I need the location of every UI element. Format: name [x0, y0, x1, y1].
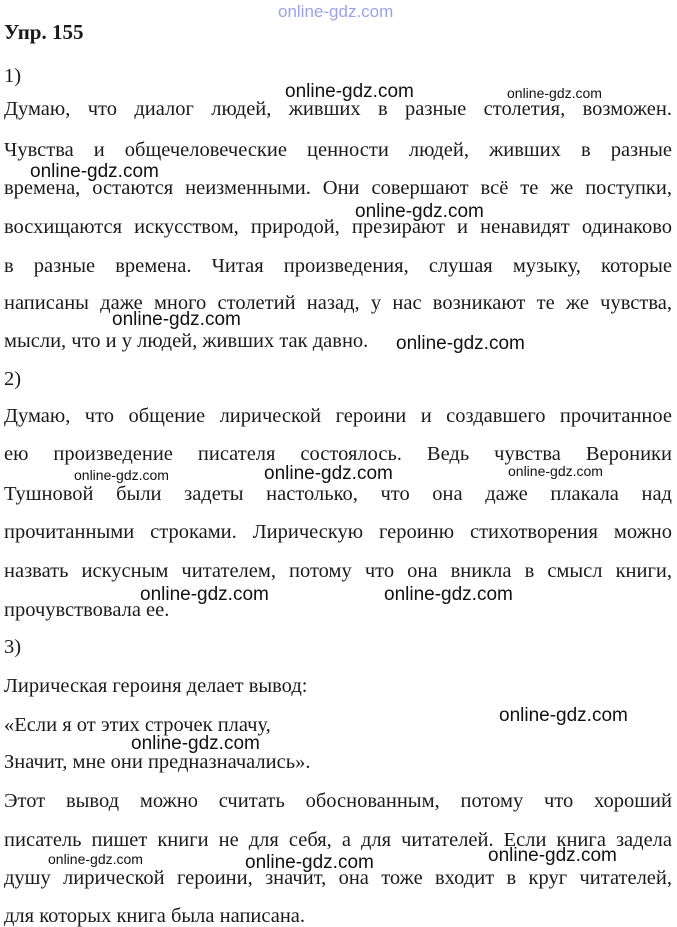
section-3-label: 3): [4, 636, 22, 658]
watermark: online-gdz.com: [508, 463, 603, 479]
section-1-line-6: написаны даже много столетий назад, у нас возникают те же чувства,: [4, 292, 672, 314]
section-3-quote-line-2: Значит, мне они предназначались».: [4, 751, 311, 773]
section-3-line-1: Лирическая героиня делает вывод:: [4, 675, 308, 697]
section-2-line-6: прочувствовала ее.: [4, 599, 170, 621]
section-1-label: 1): [4, 65, 22, 87]
section-2-line-1: Думаю, что общение лирической героини и создавшего прочитанное: [4, 405, 672, 427]
section-2-label: 2): [4, 368, 22, 390]
section-1-line-1: Думаю, что диалог людей, живших в разные столетия, возможен.: [4, 98, 672, 120]
watermark: online-gdz.com: [264, 463, 393, 484]
watermark: online-gdz.com: [48, 851, 143, 867]
watermark: online-gdz.com: [30, 161, 159, 182]
section-1-line-3: времена, остаются неизменными. Они совершают всё те же поступки,: [4, 177, 672, 199]
exercise-title: Упр. 155: [4, 20, 84, 44]
watermark: online-gdz.com: [74, 467, 169, 483]
section-3-line-5: писатель пишет книги не для себя, а для читателей. Если книга задела: [4, 829, 672, 851]
watermark: online-gdz.com: [140, 584, 269, 605]
section-2-line-3: Тушновой были задеты настолько, что она даже плакала над: [4, 483, 672, 505]
watermark: online-gdz.com: [507, 85, 602, 101]
section-2-line-4: прочитанными строками. Лирическую героиню стихотворения можно: [4, 521, 672, 543]
section-3-line-7: для которых книга была написана.: [4, 905, 306, 927]
section-3-line-4: Этот вывод можно считать обоснованным, потому что хороший: [4, 790, 672, 812]
watermark: online-gdz.com: [131, 733, 260, 754]
watermark: online-gdz.com: [245, 852, 374, 873]
section-1-line-7: мысли, что и у людей, живших так давно.: [4, 330, 369, 352]
section-2-line-5: назвать искусным читателем, потому что она вникла в смысл книги,: [4, 560, 672, 582]
watermark: online-gdz.com: [355, 201, 484, 222]
section-2-line-2: ею произведение писателя состоялось. Ведь чувства Вероники: [4, 443, 672, 465]
watermark: online-gdz.com: [384, 584, 513, 605]
section-3-quote-line-1: «Если я от этих строчек плачу,: [4, 714, 271, 736]
section-1-line-5: в разные времена. Читая произведения, слушая музыку, которые: [4, 255, 672, 277]
section-3-line-6: душу лирической героини, значит, она тоже входит в круг читателей,: [4, 867, 672, 889]
watermark: online-gdz.com: [499, 705, 628, 726]
watermark: online-gdz.com: [278, 2, 394, 21]
watermark: online-gdz.com: [488, 845, 617, 866]
section-1-line-4: восхищаются искусством, природой, презирают и ненавидят одинаково: [4, 216, 672, 238]
watermark: online-gdz.com: [396, 333, 525, 354]
watermark: online-gdz.com: [112, 309, 241, 330]
section-1-line-2: Чувства и общечеловеческие ценности людей, живших в разные: [4, 139, 672, 161]
watermark: online-gdz.com: [285, 81, 414, 102]
